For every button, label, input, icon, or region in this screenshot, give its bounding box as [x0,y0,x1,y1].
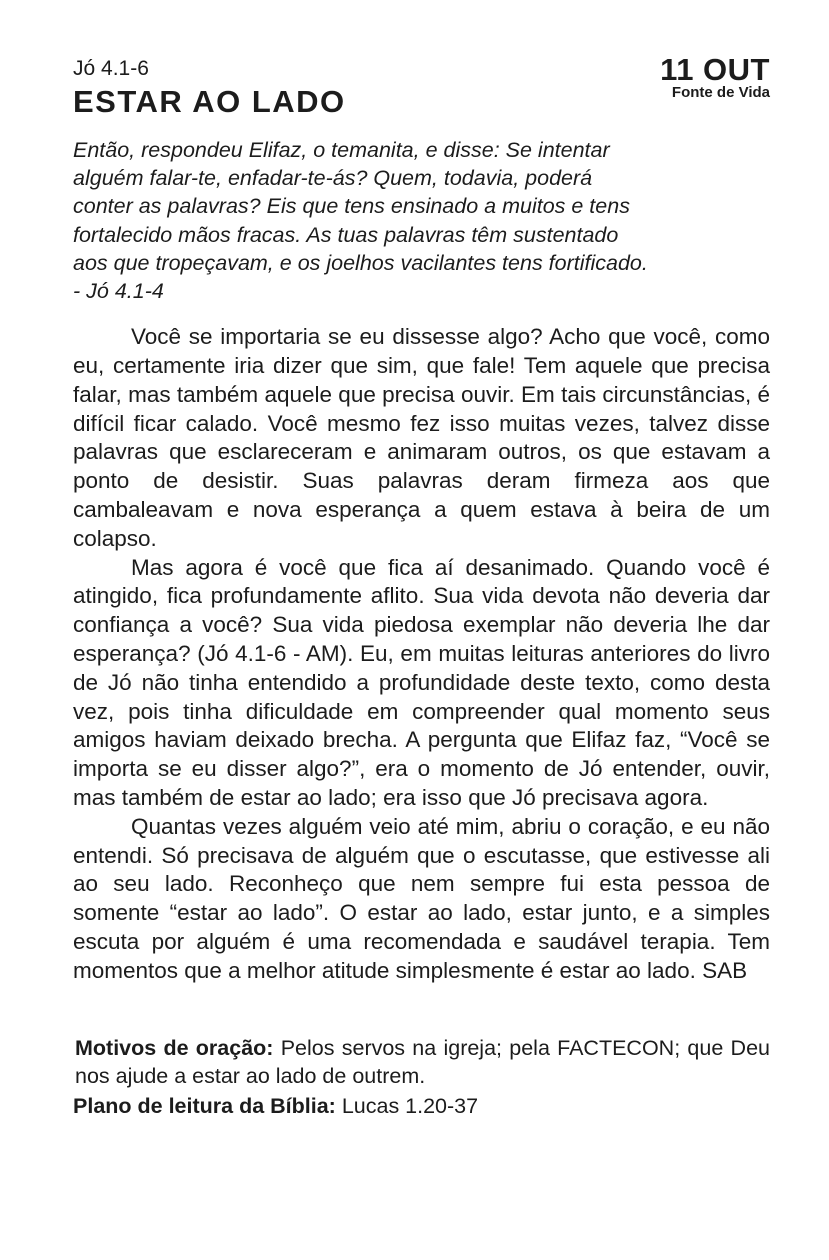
body-paragraph-3: Quantas vezes alguém veio até mim, abriu o coração, e eu não entendi. Só precisava de alguém que o escutasse, que estivesse ali ao seu lado. Reconheço que nem sempre fui esta pessoa de somente “estar ao lado”. O estar ao lado, estar junto, e a simples escuta por alguém é uma recomendada e saudável terapia. Tem momentos que a melhor atitude simplesmente é estar ao lado. SAB [73,813,770,983]
bible-reference: Jó 4.1-6 [73,57,149,80]
reading-plan [73,1092,770,1120]
date-label: 11 OUT [660,52,770,87]
prayer-label: Motivos de oração: [75,1035,274,1060]
reading-plan-text: Lucas 1.20-37 [335,1093,479,1118]
source-label: Fonte de Vida [671,84,770,101]
reading-plan-label: Plano de leitura da Bíblia: [73,1093,336,1118]
prayer-text: Pelos servos na igreja; pela FACTECON; que Deu nos ajude a estar ao lado de outrem. [75,1035,770,1088]
prayer-motives [73,1034,770,1090]
page-title: ESTAR AO LADO [73,84,346,119]
page-header [73,52,770,120]
verse-quote: Então, respondeu Elifaz, o temanita, e disse: Se intentar alguém falar-te, enfadar-te-ás? Quem, todavia, poderá conter as palavras? Eis que tens ensinado a muitos e tens fortalecido mãos fracas. As tuas palavras têm sustentado aos que tropeçavam, e os joelhos vacilantes tens fortificado. - Jó 4.1-4 [73,138,648,304]
page-footer [73,1034,770,1120]
body-paragraph-1: Você se importaria se eu dissesse algo? Acho que você, como eu, certamente iria dizer que sim, que fale! Tem aquele que precisa falar, mas também aquele que precisa ouvir. Em tais circunstâncias, é difícil ficar calado. Você mesmo fez isso muitas vezes, talvez disse palavras que esclareceram e animaram outros, os que estavam a ponto de desistir. Suas palavras deram firmeza aos que cambaleavam e nova esperança a quem estava à beira de um colapso. [73,324,770,551]
body-paragraph-2: Mas agora é você que fica aí desanimado. Quando você é atingido, fica profundamente aflito. Sua vida devota não deveria dar confiança a você? Sua vida piedosa exemplar não deveria lhe dar esperança? (Jó 4.1-6 - AM). Eu, em muitas leituras anteriores do livro de Jó não tinha entendido a profundidade deste texto, como desta vez, pois tinha dificuldade em compreender qual momento seus amigos haviam deixado brecha. A pergunta que Elifaz faz, “Você se importa se eu disser algo?”, era o momento de Jó entender, ouvir, mas também de estar ao lado; era isso que Jó precisava agora. [73,554,770,810]
devotional-page [73,52,770,1120]
devotional-body [73,323,770,985]
